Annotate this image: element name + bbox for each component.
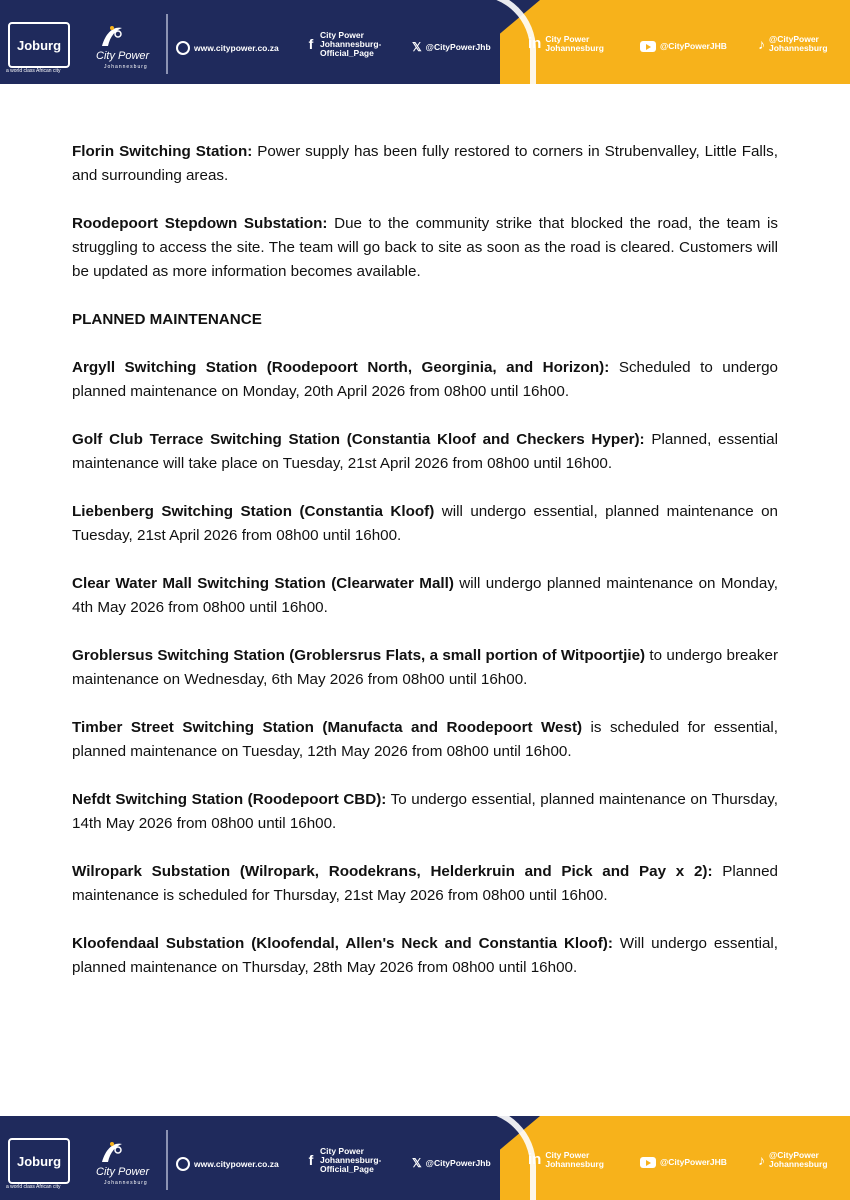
linkedin-link[interactable] <box>528 1151 620 1169</box>
status-text: Due to the community strike that blocked the road, the team is struggling to access the site. The team will go back to site as soon as the road is cleared. Customers will be updated as more information becomes available. <box>72 215 778 280</box>
banner-divider <box>166 14 168 74</box>
maintenance-title: Nefdt Switching Station (Roodepoort CBD): <box>72 791 387 808</box>
maintenance-title: Argyll Switching Station (Roodepoort North, Georginia, and Horizon): <box>72 359 610 376</box>
youtube-text: @CityPowerJHB <box>660 41 727 52</box>
website-link[interactable] <box>176 41 279 55</box>
maintenance-text: Scheduled to undergo planned maintenance on Monday, 20th April 2026 from 08h00 until 16h00. <box>72 359 779 400</box>
maintenance-text: Planned maintenance is scheduled for Thursday, 21st May 2026 from 08h00 until 16h00. <box>72 863 778 904</box>
joburg-logo-text: Joburg <box>16 37 62 53</box>
citypower-mark-icon <box>96 1138 126 1166</box>
tiktok-text: @CityPower Johannesburg <box>769 34 828 53</box>
maintenance-paragraph <box>72 644 778 692</box>
x-text: @CityPowerJhb <box>425 1157 491 1168</box>
maintenance-text: Planned, essential maintenance will take place on Tuesday, 21st April 2026 from 08h00 until 16h00. <box>72 431 778 472</box>
status-paragraph <box>72 212 778 284</box>
tiktok-icon: ♪ <box>758 35 765 52</box>
youtube-text: @CityPowerJHB <box>660 1157 727 1168</box>
tiktok-link[interactable] <box>758 35 838 53</box>
maintenance-text: will undergo planned maintenance on Monday, 4th May 2026 from 08h00 until 16h00. <box>72 575 778 616</box>
maintenance-title: Liebenberg Switching Station (Constantia Kloof) <box>72 503 435 520</box>
maintenance-paragraph <box>72 932 778 980</box>
citypower-sub: Johannesburg <box>104 1180 148 1186</box>
maintenance-title: Timber Street Switching Station (Manufacta and Roodepoort West) <box>72 719 583 736</box>
header-banner <box>0 0 850 84</box>
youtube-icon <box>640 1157 656 1168</box>
x-icon: 𝕏 <box>412 1156 422 1170</box>
citypower-sub: Johannesburg <box>104 64 148 70</box>
tiktok-link[interactable] <box>758 1151 838 1169</box>
maintenance-title: Wilropark Substation (Wilropark, Roodekrans, Helderkruin and Pick and Pay x 2): <box>72 863 713 880</box>
tiktok-icon: ♪ <box>758 1151 765 1168</box>
linkedin-icon: in <box>528 1151 542 1169</box>
citypower-logo <box>86 22 160 72</box>
globe-icon <box>176 1157 190 1171</box>
citypower-name: City Power <box>96 50 150 62</box>
x-icon: 𝕏 <box>412 40 422 54</box>
tiktok-text: @CityPower Johannesburg <box>769 1150 828 1169</box>
banner-divider <box>166 1130 168 1190</box>
maintenance-title: Groblersus Switching Station (Groblersrus Flats, a small portion of Witpoortjie) <box>72 647 646 664</box>
citypower-logo <box>86 1138 160 1188</box>
status-title: Florin Switching Station: <box>72 143 253 160</box>
x-text: @CityPowerJhb <box>425 41 491 52</box>
x-link[interactable] <box>412 41 491 54</box>
maintenance-paragraph <box>72 572 778 620</box>
maintenance-title: Kloofendaal Substation (Kloofendal, Allen's Neck and Constantia Kloof): <box>72 935 613 952</box>
youtube-link[interactable] <box>640 1157 727 1168</box>
website-text: www.citypower.co.za <box>194 42 279 53</box>
maintenance-paragraph <box>72 428 778 476</box>
maintenance-text: to undergo breaker maintenance on Wednesday, 6th May 2026 from 08h00 until 16h00. <box>72 647 778 688</box>
planned-maintenance-heading: PLANNED MAINTENANCE <box>72 311 262 328</box>
maintenance-paragraph <box>72 356 778 404</box>
maintenance-paragraph <box>72 716 778 764</box>
citypower-mark-icon <box>96 22 126 50</box>
joburg-logo <box>8 22 70 68</box>
facebook-text: City Power Johannesburg-Official_Page <box>320 1146 382 1174</box>
maintenance-text: To undergo essential, planned maintenance on Thursday, 14th May 2026 from 08h00 until 16h00. <box>72 791 778 832</box>
facebook-link[interactable] <box>306 31 402 58</box>
linkedin-text: City Power Johannesburg <box>545 1150 604 1169</box>
linkedin-icon: in <box>528 35 542 53</box>
linkedin-link[interactable] <box>528 35 620 53</box>
status-paragraph <box>72 140 778 188</box>
facebook-icon: f <box>308 36 314 53</box>
youtube-icon <box>640 41 656 52</box>
facebook-icon: f <box>308 1152 314 1169</box>
maintenance-title: Clear Water Mall Switching Station (Clearwater Mall) <box>72 575 454 592</box>
facebook-text: City Power Johannesburg-Official_Page <box>320 30 382 58</box>
joburg-tagline: a world class African city <box>6 68 61 74</box>
document-body <box>72 140 778 1004</box>
joburg-logo-text: Joburg <box>16 1153 62 1169</box>
maintenance-text: Will undergo essential, planned maintenance on Thursday, 28th May 2026 from 08h00 until 16h00. <box>72 935 779 976</box>
linkedin-text: City Power Johannesburg <box>545 34 604 53</box>
status-title: Roodepoort Stepdown Substation: <box>72 215 328 232</box>
website-text: www.citypower.co.za <box>194 1158 279 1169</box>
globe-icon <box>176 41 190 55</box>
maintenance-text: will undergo essential, planned maintenance on Tuesday, 21st April 2026 from 08h00 until 16h00. <box>72 503 778 544</box>
youtube-link[interactable] <box>640 41 727 52</box>
maintenance-paragraph <box>72 500 778 548</box>
x-link[interactable] <box>412 1157 491 1170</box>
citypower-name: City Power <box>96 1166 150 1178</box>
status-text: Power supply has been fully restored to corners in Strubenvalley, Little Falls, and surrounding areas. <box>72 143 778 184</box>
maintenance-title: Golf Club Terrace Switching Station (Constantia Kloof and Checkers Hyper): <box>72 431 645 448</box>
joburg-logo <box>8 1138 70 1184</box>
maintenance-paragraph <box>72 788 778 836</box>
maintenance-text: is scheduled for essential, planned maintenance on Tuesday, 12th May 2026 from 08h00 until 16h00. <box>72 719 778 760</box>
facebook-link[interactable] <box>306 1147 402 1174</box>
website-link[interactable] <box>176 1157 279 1171</box>
footer-banner <box>0 1116 850 1200</box>
maintenance-paragraph <box>72 860 778 908</box>
joburg-tagline: a world class African city <box>6 1184 61 1190</box>
